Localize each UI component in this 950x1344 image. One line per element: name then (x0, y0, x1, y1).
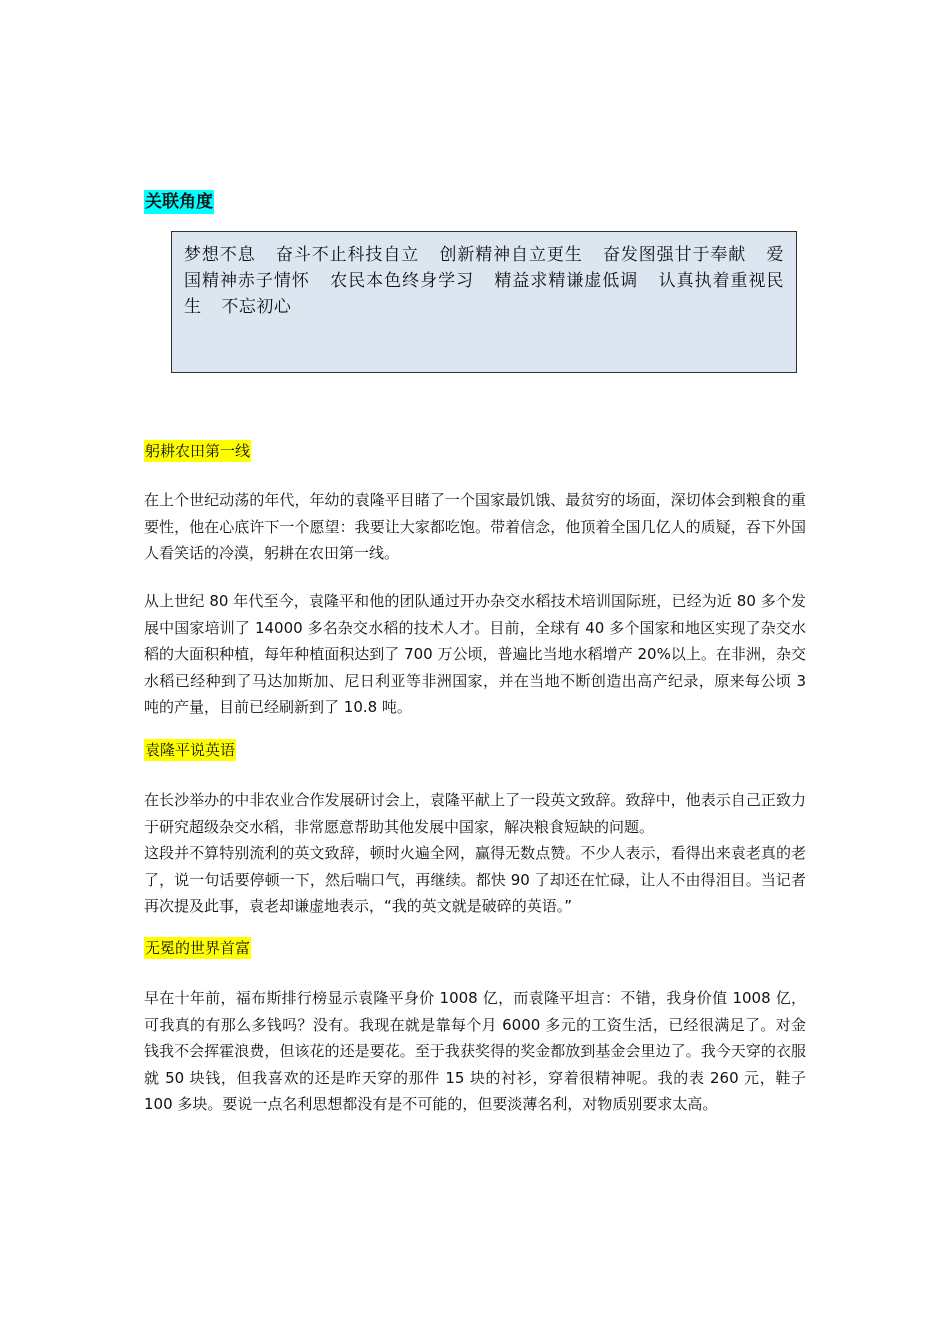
section-paragraph (144, 985, 806, 1118)
section-heading: 躬耕农田第一线 (145, 442, 251, 460)
angle-keywords-text: 梦想不息 奋斗不止科技自立 创新精神自立更生 奋发图强甘于奉献 爱国精神赤子情怀 农民本色终身学习 精益求精谦虚低调 认真执着重视民生 不忘初心 (184, 245, 784, 317)
paragraph-text: 在长沙举办的中非农业合作发展研讨会上，袁隆平献上了一段英文致辞。致辞中，他表示自己正致力于研究超级杂交水稻，非常愿意帮助其他发展中国家，解决粮食短缺的问题。 (144, 791, 806, 836)
paragraph-text: 这段并不算特别流利的英文致辞，顿时火遍全网，赢得无数点赞。不少人表示，看得出来袁老真的老了，说一句话要停顿一下，然后喘口气，再继续。都快 90 了却还在忙碌，让人不由得泪目。当记者再次提及此事，袁老却谦虚地表示，“我的英文就是破碎的英语。” (144, 844, 806, 915)
section-paragraph (144, 487, 806, 567)
section-paragraph (144, 588, 806, 721)
section-heading: 无冕的世界首富 (145, 939, 251, 957)
paragraph-text: 早在十年前，福布斯排行榜显示袁隆平身价 1008 亿，而袁隆平坦言：不错，我身价值 1008 亿，可我真的有那么多钱吗？没有。我现在就是靠每个月 6000 多元的工资生活，已经很满足了。对金钱我不会挥霍浪费，但该花的还是要花。至于我获奖得的奖金都放到基金会里边了。我今天穿的衣服就 50 块钱，但我喜欢的还是昨天穿的那件 15 块的衬衫，穿着很精神呢。我的表 260 元，鞋子 100 多块。要说一点名利思想都没有是不可能的，但要淡薄名利，对物质别要求太高。 (144, 989, 806, 1113)
paragraph-text: 在上个世纪动荡的年代，年幼的袁隆平目睹了一个国家最饥饿、最贫穷的场面，深切体会到粮食的重要性，他在心底许下一个愿望：我要让大家都吃饱。带着信念，他顶着全国几亿人的质疑，吞下外国人看笑话的冷漠，躬耕在农田第一线。 (144, 491, 806, 562)
main-title: 关联角度 (145, 192, 213, 212)
section-heading: 袁隆平说英语 (145, 741, 236, 759)
angle-keywords-box (171, 231, 797, 373)
section-paragraph (144, 787, 806, 920)
paragraph-text: 从上世纪 80 年代至今，袁隆平和他的团队通过开办杂交水稻技术培训国际班，已经为近 80 多个发展中国家培训了 14000 多名杂交水稻的技术人才。目前，全球有 40 多个国家和地区实现了杂交水稻的大面积种植，每年种植面积达到了 700 万公顷，普遍比当地水稻增产 20%以上。在非洲，杂交水稻已经种到了马达加斯加、尼日利亚等非洲国家，并在当地不断创造出高产纪录，原来每公顷 3 吨的产量，目前已经刷新到了 10.8 吨。 (144, 592, 806, 716)
